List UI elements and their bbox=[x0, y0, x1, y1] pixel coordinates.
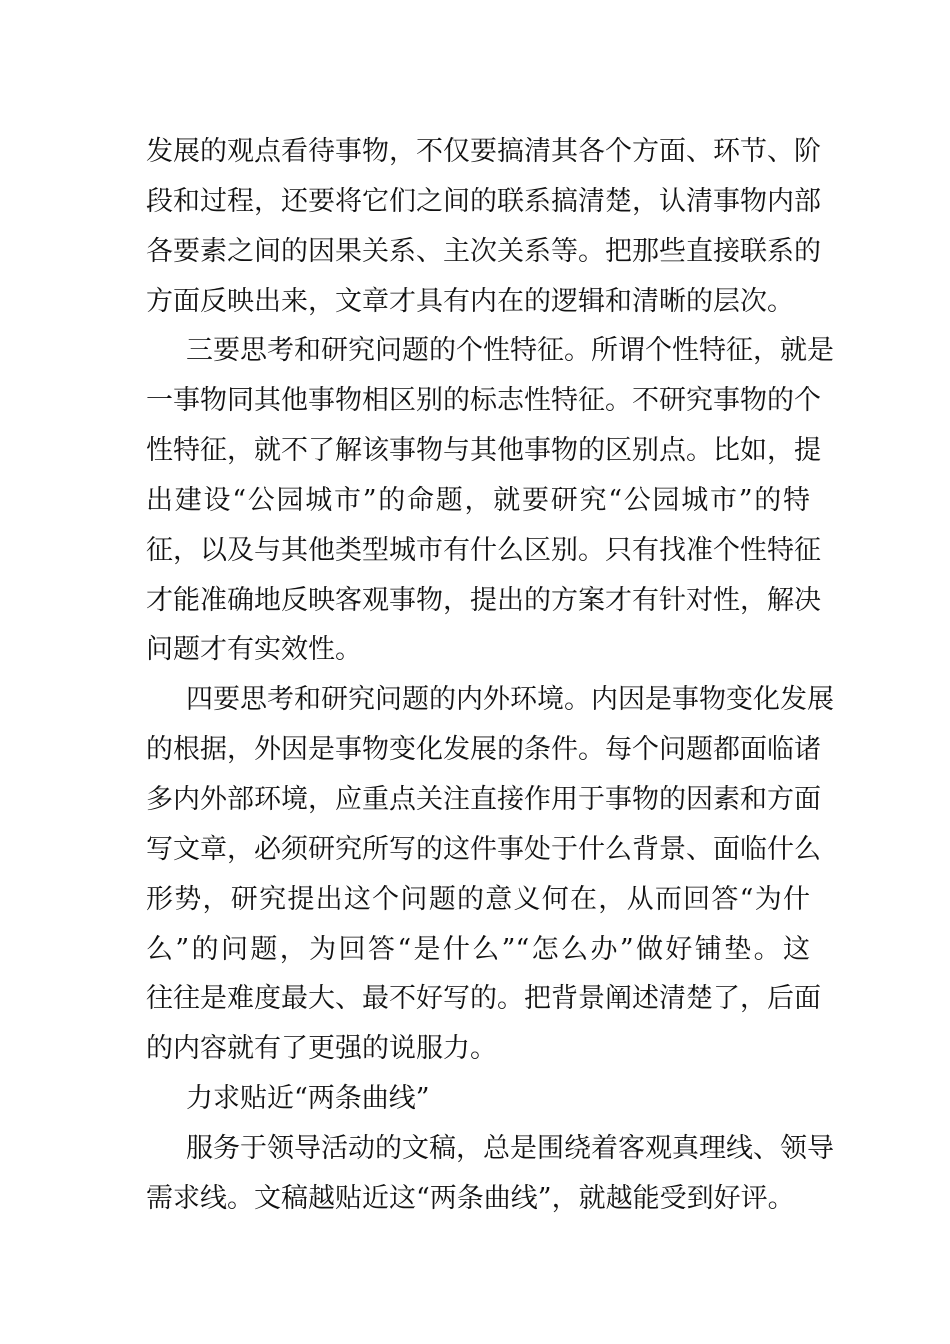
text-line-18: 往往是难度最大、最不好写的。把背景阐述清楚了，后面 bbox=[146, 983, 821, 1014]
text-line-16: 形势，研究提出这个问题的意义何在，从而回答“为什 bbox=[146, 884, 810, 915]
text-line-11: 问题才有实效性。 bbox=[146, 634, 362, 665]
paragraph-4-line-1: 四要思考和研究问题的内外环境。内因是事物变化发展 bbox=[186, 684, 834, 715]
text-line-15: 写文章，必须研究所写的这件事处于什么背景、面临什么 bbox=[146, 834, 821, 865]
text-line-2: 段和过程，还要将它们之间的联系搞清楚，认清事物内部 bbox=[146, 186, 821, 217]
paragraph-6-line-1: 服务于领导活动的文稿，总是围绕着客观真理线、领导 bbox=[186, 1133, 834, 1164]
text-line-6: 一事物同其他事物相区别的标志性特征。不研究事物的个 bbox=[146, 385, 821, 416]
paragraph-3-line-1: 三要思考和研究问题的个性特征。所谓个性特征，就是 bbox=[186, 335, 834, 366]
text-line-3: 各要素之间的因果关系、主次关系等。把那些直接联系的 bbox=[146, 236, 821, 267]
text-line-10: 才能准确地反映客观事物，提出的方案才有针对性，解决 bbox=[146, 585, 821, 616]
text-line-22: 需求线。文稿越贴近这“两条曲线”，就越能受到好评。 bbox=[146, 1183, 795, 1214]
text-line-1: 发展的观点看待事物，不仅要搞清其各个方面、环节、阶 bbox=[146, 136, 821, 167]
text-line-14: 多内外部环境，应重点关注直接作用于事物的因素和方面 bbox=[146, 784, 821, 815]
text-line-4: 方面反映出来，文章才具有内在的逻辑和清晰的层次。 bbox=[146, 286, 794, 317]
text-line-8: 出建设“公园城市”的命题，就要研究“公园城市”的特 bbox=[146, 485, 810, 516]
text-line-19: 的内容就有了更强的说服力。 bbox=[146, 1033, 497, 1064]
text-line-17: 么”的问题，为回答“是什么”“怎么办”做好铺垫。这 bbox=[146, 934, 810, 965]
text-line-9: 征，以及与其他类型城市有什么区别。只有找准个性特征 bbox=[146, 535, 821, 566]
text-line-7: 性特征，就不了解该事物与其他事物的区别点。比如，提 bbox=[146, 435, 821, 466]
text-line-13: 的根据，外因是事物变化发展的条件。每个问题都面临诸 bbox=[146, 734, 821, 765]
section-heading: 力求贴近“两条曲线” bbox=[186, 1083, 430, 1114]
